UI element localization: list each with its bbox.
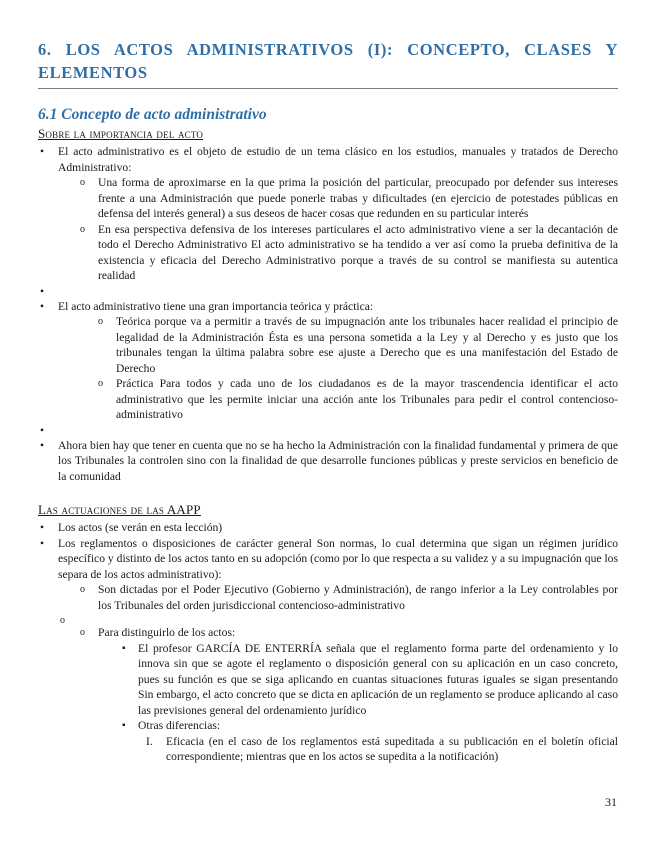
sub-list-item: o Teórica porque va a permitir a través de su impugnación ante los tribunales hacer realidad el principio de legalidad de la Administración Ésta es una persona sometida a la Ley y al Derecho y es justo que los tribunales tengan la última palabra sobre ese ajuste a Derecho que es una manifestación del Estado de Derecho: [96, 314, 618, 376]
sub-list: [58, 314, 618, 423]
sub-list: [58, 582, 618, 765]
list-item: [38, 144, 618, 284]
list-item-text: Ahora bien hay que tener en cuenta que no se ha hecho la Administración con la finalidad fundamental y primera de que los Tribunales la controlen sino con la finalidad de que desarrolle funciones públicas y preste servicios en beneficio de la comunidad: [58, 438, 618, 483]
sub-sub-list-item: ▪ El profesor GARCÍA DE ENTERRÍA señala que el reglamento forma parte del ordenamiento y lo innova sin que se agote el reglamento o disposición general con su aplicación en un caso concreto, pues su función es que se siga aplicando en cuantas situaciones futuras iguales se sigan presentando Sin embargo, el acto concreto que se dicta en aplicación de un reglamento se produce aplicando al caso las previsiones general del ordenamiento jurídico: [120, 641, 618, 719]
list-item-text: Los reglamentos o disposiciones de carácter general Son normas, lo cual determina que sigan un régimen jurídico específico y distinto de los actos tanto en su adopción (como por lo que respecta a su validez y a su impugnación que los separa de los actos administrativo):: [58, 536, 618, 581]
spacer: [38, 423, 618, 438]
sub-list-item: [78, 625, 618, 765]
list-item: [38, 536, 618, 765]
subsection-heading-actuaciones: Las actuaciones de las AAPP: [38, 502, 201, 517]
sub-sub-list-item: [120, 718, 618, 765]
sub-list-item: o Una forma de aproximarse en la que prima la posición del particular, preocupado por defender sus intereses frente a una Administración que puede ponerle trabas y dificultades (en ejercicio de potestades públicas en defensa del interés general) a sus deseos de hacer cosas que redunden en su particular interés: [78, 175, 618, 222]
page-number: 31: [605, 795, 617, 809]
list-item: • Los actos (se verán en esta lección): [38, 520, 618, 536]
bullet-list-importancia: [38, 144, 618, 484]
section-title: 6.1 Concepto de acto administrativo: [38, 106, 267, 123]
list-item: [38, 438, 618, 485]
sub-list: [58, 175, 618, 284]
roman-list: [138, 734, 618, 765]
spacer: [58, 613, 618, 625]
page-content: [38, 38, 618, 765]
sub-list-item: o En esa perspectiva defensiva de los intereses particulares el acto administrativo viene a ser la decantación de todo el Derecho Administrativo El acto administrativo se ha tendido a ver así como la prueba definitiva de la existencia y eficacia del Derecho Administrativo porque a través de su control se manifiesta su autentica realidad: [78, 222, 618, 284]
roman-list-item: I. Eficacia (en el caso de los reglamentos está supeditada a su publicación en el boletín oficial correspondiente; mientras que en los actos se supedita a la notificación): [146, 734, 618, 765]
list-item-text: El acto administrativo es el objeto de estudio de un tema clásico en los estudios, manuales y tratados de Derecho Administrativo:: [58, 145, 618, 174]
sub-list-item: o Práctica Para todos y cada uno de los ciudadanos es de la mayor trascendencia identificar el acto administrativo que les permite iniciar una acción ante los Tribunales para pedir el control contencioso-administrativo: [96, 376, 618, 423]
sub-sub-list-item-text: Otras diferencias:: [138, 719, 221, 732]
sub-list-item: o Son dictadas por el Poder Ejecutivo (Gobierno y Administración), de rango inferior a la Ley controlables por los Tribunales del orden jurisdiccional contencioso-administrativo: [78, 582, 618, 613]
bullet-list-actuaciones: [38, 520, 618, 765]
list-item: [38, 299, 618, 423]
sub-list-item-text: Para distinguirlo de los actos:: [98, 626, 236, 639]
chapter-title: 6. LOS ACTOS ADMINISTRATIVOS (I): CONCEPTO, CLASES Y ELEMENTOS: [38, 38, 618, 89]
spacer: [38, 284, 618, 299]
list-item-text: El acto administrativo tiene una gran importancia teórica y práctica:: [58, 299, 374, 313]
sub-sub-list: [98, 641, 618, 765]
subsection-heading-importancia: Sobre la importancia del acto: [38, 126, 204, 141]
